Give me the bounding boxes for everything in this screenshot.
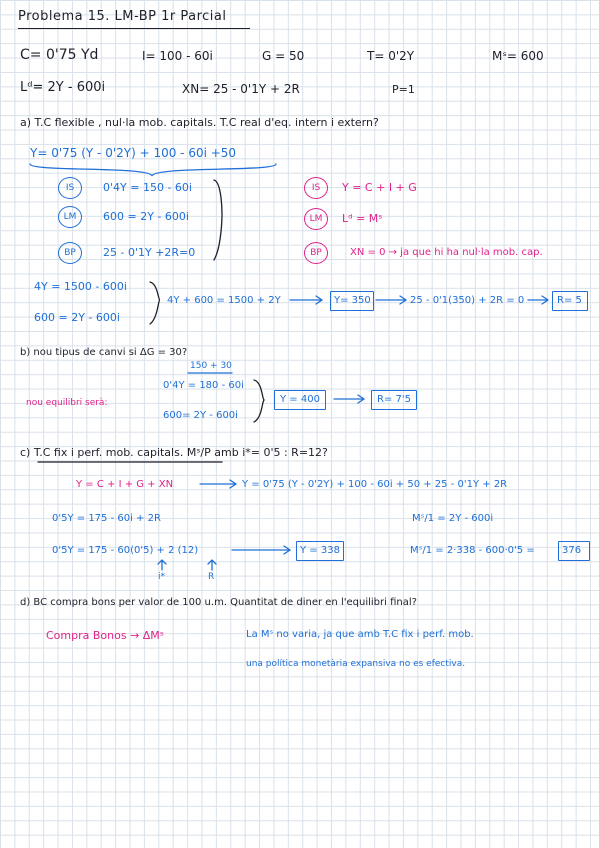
system-eq-2: 600 = 2Y - 600i bbox=[34, 311, 120, 324]
part-d-question: d) BC compra bons per valor de 100 u.m. Quantitat de diner en l'equilibri final? bbox=[20, 597, 417, 608]
is-equation: 0'4Y = 150 - 60i bbox=[103, 181, 192, 194]
lm-circle-label: LM bbox=[58, 206, 82, 228]
part-c-arrow-i-label: i* bbox=[158, 572, 166, 582]
given-price: P=1 bbox=[392, 83, 415, 96]
part-c-line3-left: 0'5Y = 175 - 60(0'5) + 2 (12) bbox=[52, 545, 199, 556]
bp-circle-label: BP bbox=[58, 242, 82, 264]
part-d-right-1: La Mˢ no varia, ja que amb T.C fix i perf. mob. bbox=[246, 629, 474, 640]
lm-equation: 600 = 2Y - 600i bbox=[103, 210, 189, 223]
part-b-eq-2: 600= 2Y - 600i bbox=[163, 410, 238, 421]
part-c-line2-right: Mˢ/1 = 2Y - 600i bbox=[412, 513, 494, 524]
part-b-y-result: Y = 400 bbox=[280, 394, 320, 405]
given-consumption: C= 0'75 Yd bbox=[20, 47, 99, 63]
page-title: Problema 15. LM-BP 1r Parcial bbox=[18, 9, 227, 24]
system-eq-1: 4Y = 1500 - 600i bbox=[34, 280, 127, 293]
part-c-line2-left: 0'5Y = 175 - 60i + 2R bbox=[52, 513, 161, 524]
given-investment: I= 100 - 60i bbox=[142, 49, 213, 63]
part-c-line1-right: Y = 0'75 (Y - 0'2Y) + 100 - 60i + 50 + 25 - 0'1Y + 2R bbox=[242, 479, 508, 490]
part-c-arrow-r-label: R bbox=[208, 572, 215, 582]
r-result: R= 5 bbox=[557, 295, 582, 306]
part-c-line1-left: Y = C + I + G + XN bbox=[76, 479, 174, 490]
given-money-demand: Lᵈ= 2Y - 600i bbox=[20, 80, 106, 95]
is-definition: Y = C + I + G bbox=[342, 181, 417, 194]
given-taxes: T= 0'2Y bbox=[367, 49, 415, 63]
part-b-r-result: R= 7'5 bbox=[377, 394, 411, 405]
bp-equation: 25 - 0'1Y +2R=0 bbox=[103, 246, 196, 259]
part-a-main-equation: Y= 0'75 (Y - 0'2Y) + 100 - 60i +50 bbox=[30, 146, 237, 160]
lm-definition: Lᵈ = Mˢ bbox=[342, 212, 383, 225]
part-b-question: b) nou tipus de canvi si ΔG = 30? bbox=[20, 347, 188, 358]
part-c-question: c) T.C fix i perf. mob. capitals. Mˢ/P amb i*= 0'5 : R=12? bbox=[20, 446, 328, 459]
part-d-left: Compra Bonos → ΔMˢ bbox=[46, 629, 164, 642]
r-calculation: 25 - 0'1(350) + 2R = 0 bbox=[410, 295, 525, 306]
given-money-supply: Mˢ= 600 bbox=[492, 49, 544, 63]
sum-equation: 4Y + 600 = 1500 + 2Y bbox=[167, 295, 281, 306]
given-government: G = 50 bbox=[262, 49, 305, 63]
part-a-question: a) T.C flexible , nul·la mob. capitals. T.C real d'eq. intern i extern? bbox=[20, 116, 379, 129]
part-c-m-result: 376 bbox=[562, 545, 582, 556]
part-c-line3-right: Mˢ/1 = 2·338 - 600·0'5 = bbox=[410, 545, 535, 556]
part-d-right-2: una política monetària expansiva no es efectiva. bbox=[246, 659, 466, 669]
y-result: Y= 350 bbox=[334, 295, 371, 306]
lm-def-circle: LM bbox=[304, 208, 328, 230]
part-c-y-result: Y = 338 bbox=[300, 545, 340, 556]
is-circle-label: IS bbox=[58, 177, 82, 199]
given-net-exports: XN= 25 - 0'1Y + 2R bbox=[182, 82, 300, 96]
is-def-circle: IS bbox=[304, 177, 328, 199]
bp-def-circle: BP bbox=[304, 242, 328, 264]
part-b-eq-1: 0'4Y = 180 - 60i bbox=[163, 380, 244, 391]
bp-definition: XN = 0 → ja que hi ha nul·la mob. cap. bbox=[350, 247, 543, 258]
part-b-above-note: 150 + 30 bbox=[190, 361, 232, 371]
part-b-label: nou equilibri serà: bbox=[26, 398, 108, 408]
